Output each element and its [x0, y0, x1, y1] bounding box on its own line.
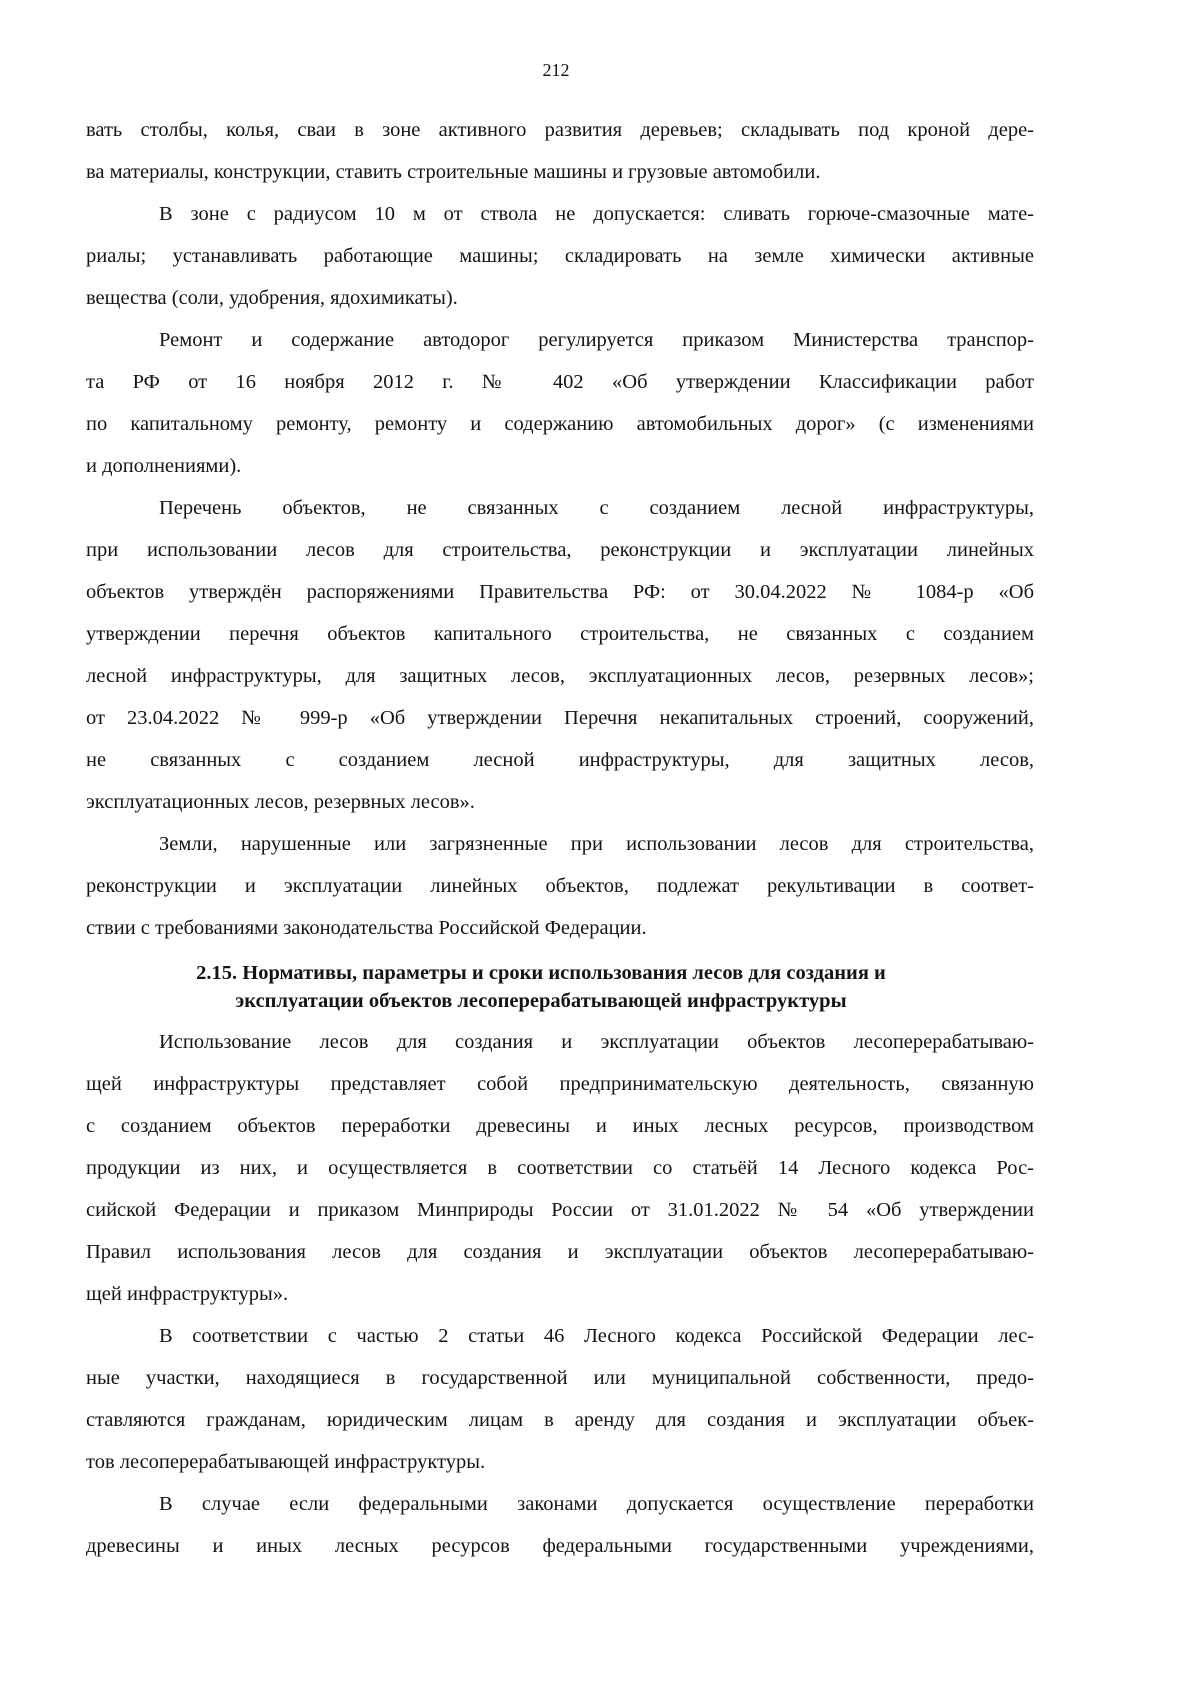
text-line: с созданием объектов переработки древесины и иных лесных ресурсов, производством: [86, 1115, 1034, 1137]
text-line: реконструкции и эксплуатации линейных объектов, подлежат рекультивации в соответ-: [86, 875, 1034, 897]
text-line: не связанных с созданием лесной инфраструктуры, для защитных лесов,: [86, 749, 1034, 771]
paragraph: [86, 1315, 1034, 1483]
text-line: В соответствии с частью 2 статьи 46 Лесного кодекса Российской Федерации лес-: [159, 1325, 1034, 1347]
text-line: ствии с требованиями законодательства Российской Федерации.: [86, 917, 647, 939]
text-line: риалы; устанавливать работающие машины; складировать на земле химически активные: [86, 245, 1034, 267]
text-line: тов лесоперерабатывающей инфраструктуры.: [86, 1451, 486, 1473]
paragraph: [86, 823, 1034, 949]
text-line: щей инфраструктуры представляет собой предпринимательскую деятельность, связанную: [86, 1073, 1034, 1095]
text-line: объектов утверждён распоряжениями Правительства РФ: от 30.04.2022 № 1084-р «Об: [86, 581, 1034, 603]
text-line: сийской Федерации и приказом Минприроды России от 31.01.2022 № 54 «Об утверждении: [86, 1199, 1034, 1221]
text-line: древесины и иных лесных ресурсов федеральными государственными учреждениями,: [86, 1535, 1034, 1557]
text-line: Ремонт и содержание автодорог регулируется приказом Министерства транспор-: [159, 329, 1034, 351]
text-line: Использование лесов для создания и эксплуатации объектов лесоперерабатываю-: [159, 1031, 1034, 1053]
paragraph: [86, 487, 1034, 823]
section-heading: [48, 959, 1034, 1015]
text-line: вещества (соли, удобрения, ядохимикаты).: [86, 287, 458, 309]
text-line: ставляются гражданам, юридическим лицам в аренду для создания и эксплуатации объек-: [86, 1409, 1034, 1431]
text-line: от 23.04.2022 № 999-р «Об утверждении Перечня некапитальных строений, сооружений,: [86, 707, 1034, 729]
paragraph: [86, 1021, 1034, 1315]
section-heading-line: эксплуатации объектов лесоперерабатывающей инфраструктуры: [235, 990, 847, 1012]
text-line: В случае если федеральными законами допускается осуществление переработки: [159, 1493, 1034, 1515]
text-line: вать столбы, колья, сваи в зоне активного развития деревьев; складывать под кроной дере-: [86, 119, 1034, 141]
text-line: та РФ от 16 ноября 2012 г. № 402 «Об утверждении Классификации работ: [86, 371, 1034, 393]
paragraph: [86, 109, 1034, 193]
text-line: эксплуатационных лесов, резервных лесов».: [86, 791, 475, 813]
text-line: по капитальному ремонту, ремонту и содержанию автомобильных дорог» (с изменениями: [86, 413, 1034, 435]
text-line: щей инфраструктуры».: [86, 1283, 289, 1305]
text-line: В зоне с радиусом 10 м от ствола не допускается: сливать горюче-смазочные мате-: [159, 203, 1034, 225]
text-line: Земли, нарушенные или загрязненные при использовании лесов для строительства,: [159, 833, 1034, 855]
text-line: при использовании лесов для строительства, реконструкции и эксплуатации линейных: [86, 539, 1034, 561]
text-line: ные участки, находящиеся в государственной или муниципальной собственности, предо-: [86, 1367, 1034, 1389]
text-line: Правил использования лесов для создания и эксплуатации объектов лесоперерабатываю-: [86, 1241, 1034, 1263]
text-line: Перечень объектов, не связанных с созданием лесной инфраструктуры,: [159, 497, 1034, 519]
paragraph: [86, 319, 1034, 487]
text-line: лесной инфраструктуры, для защитных лесов, эксплуатационных лесов, резервных лесов»;: [86, 665, 1034, 687]
page-number: 212: [542, 60, 570, 80]
paragraph: [86, 193, 1034, 319]
text-line: утверждении перечня объектов капитального строительства, не связанных с созданием: [86, 623, 1034, 645]
text-line: и дополнениями).: [86, 455, 242, 477]
section-heading-line: 2.15. Нормативы, параметры и сроки использования лесов для создания и: [196, 962, 886, 984]
text-line: продукции из них, и осуществляется в соответствии со статьёй 14 Лесного кодекса Рос-: [86, 1157, 1034, 1179]
document-body: [86, 109, 1034, 1567]
paragraph: [86, 1483, 1034, 1567]
text-line: ва материалы, конструкции, ставить строительные машины и грузовые автомобили.: [86, 161, 821, 183]
